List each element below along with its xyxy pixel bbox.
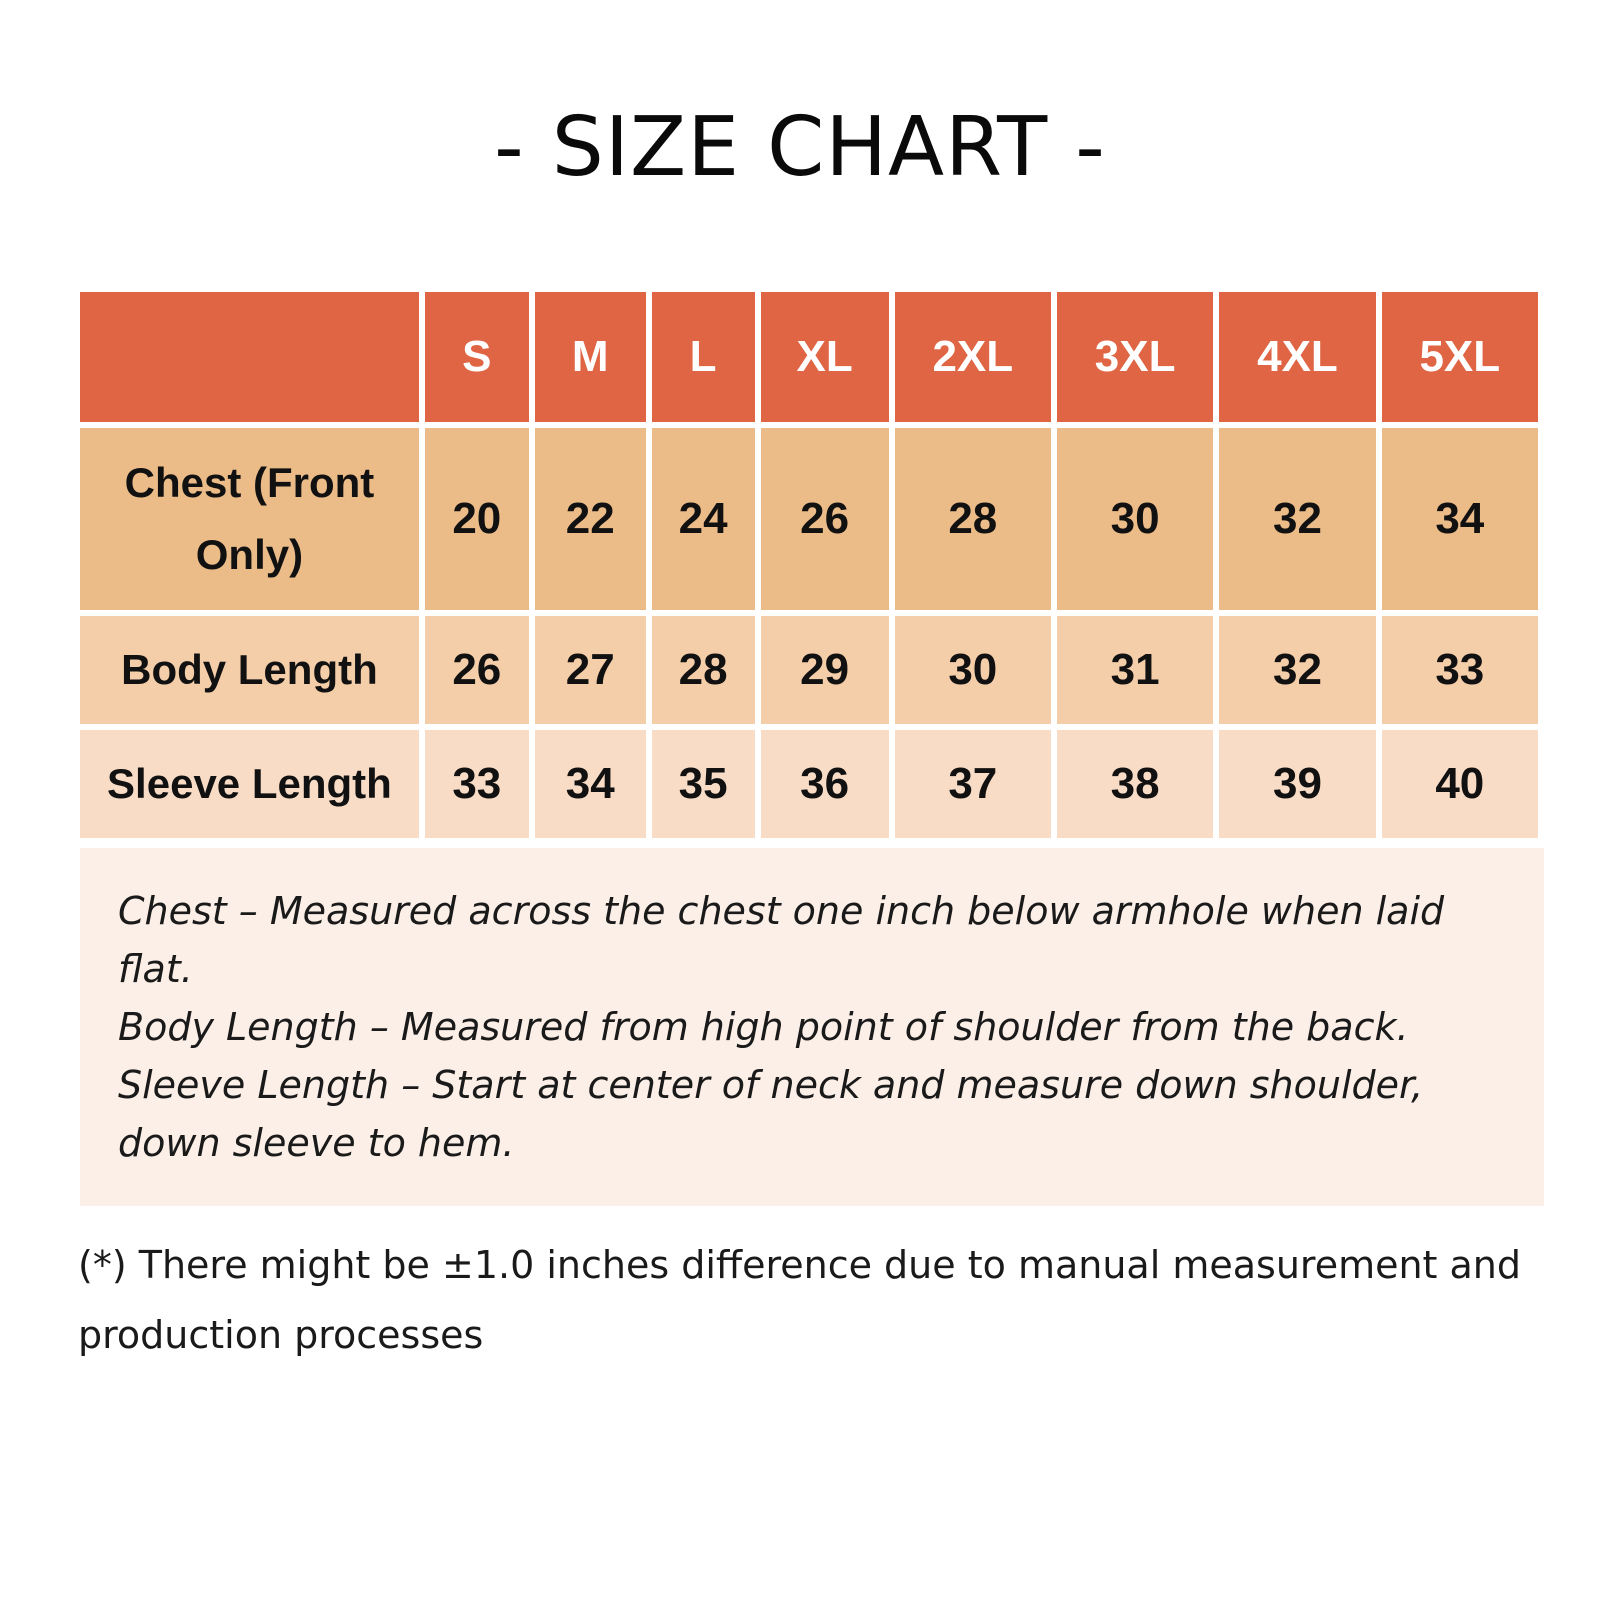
table-cell: 28 (895, 428, 1051, 610)
table-cell: 36 (761, 730, 889, 838)
table-cell: 31 (1057, 616, 1213, 724)
table-cell: 40 (1382, 730, 1538, 838)
note-sleeve-length: Sleeve Length – Start at center of neck and measure down shoulder, down sleeve to hem. (118, 1063, 1424, 1165)
header-row (80, 292, 1538, 422)
table-cell: 27 (535, 616, 646, 724)
table-cell: 33 (1382, 616, 1538, 724)
table-cell: 29 (761, 616, 889, 724)
measurement-notes (80, 848, 1544, 1206)
table-row-sleeve-length (80, 730, 1538, 838)
table-cell: 22 (535, 428, 646, 610)
table-cell: 39 (1219, 730, 1375, 838)
note-chest: Chest – Measured across the chest one inch below armhole when laid flat. (118, 889, 1445, 991)
table-cell: 30 (895, 616, 1051, 724)
size-chart-table-container (80, 292, 1544, 844)
table-cell: 38 (1057, 730, 1213, 838)
table-cell: 34 (535, 730, 646, 838)
header-size-l: L (652, 292, 755, 422)
table-cell: 32 (1219, 428, 1375, 610)
table-cell: 20 (425, 428, 529, 610)
header-size-xl: XL (761, 292, 889, 422)
table-row-body-length (80, 616, 1538, 724)
header-size-m: M (535, 292, 646, 422)
table-cell: 33 (425, 730, 529, 838)
header-corner-cell (80, 292, 419, 422)
page-title: - SIZE CHART - (494, 100, 1106, 195)
header-size-5xl: 5XL (1382, 292, 1538, 422)
note-body-length: Body Length – Measured from high point of shoulder from the back. (118, 1005, 1409, 1049)
size-chart-table (74, 286, 1544, 844)
header-size-3xl: 3XL (1057, 292, 1213, 422)
header-size-2xl: 2XL (895, 292, 1051, 422)
table-cell: 34 (1382, 428, 1538, 610)
table-cell: 30 (1057, 428, 1213, 610)
table-cell: 35 (652, 730, 755, 838)
table-cell: 24 (652, 428, 755, 610)
table-row-chest (80, 428, 1538, 610)
table-cell: 26 (761, 428, 889, 610)
table-cell: 37 (895, 730, 1051, 838)
table-cell: 32 (1219, 616, 1375, 724)
table-cell: 28 (652, 616, 755, 724)
table-cell: 26 (425, 616, 529, 724)
row-label-sleeve-length: Sleeve Length (80, 730, 419, 838)
footnote-disclaimer: (*) There might be ±1.0 inches difference due to manual measurement and production processes (78, 1243, 1522, 1357)
row-label-body-length: Body Length (80, 616, 419, 724)
header-size-s: S (425, 292, 529, 422)
header-size-4xl: 4XL (1219, 292, 1375, 422)
row-label-chest: Chest (Front Only) (80, 428, 419, 610)
